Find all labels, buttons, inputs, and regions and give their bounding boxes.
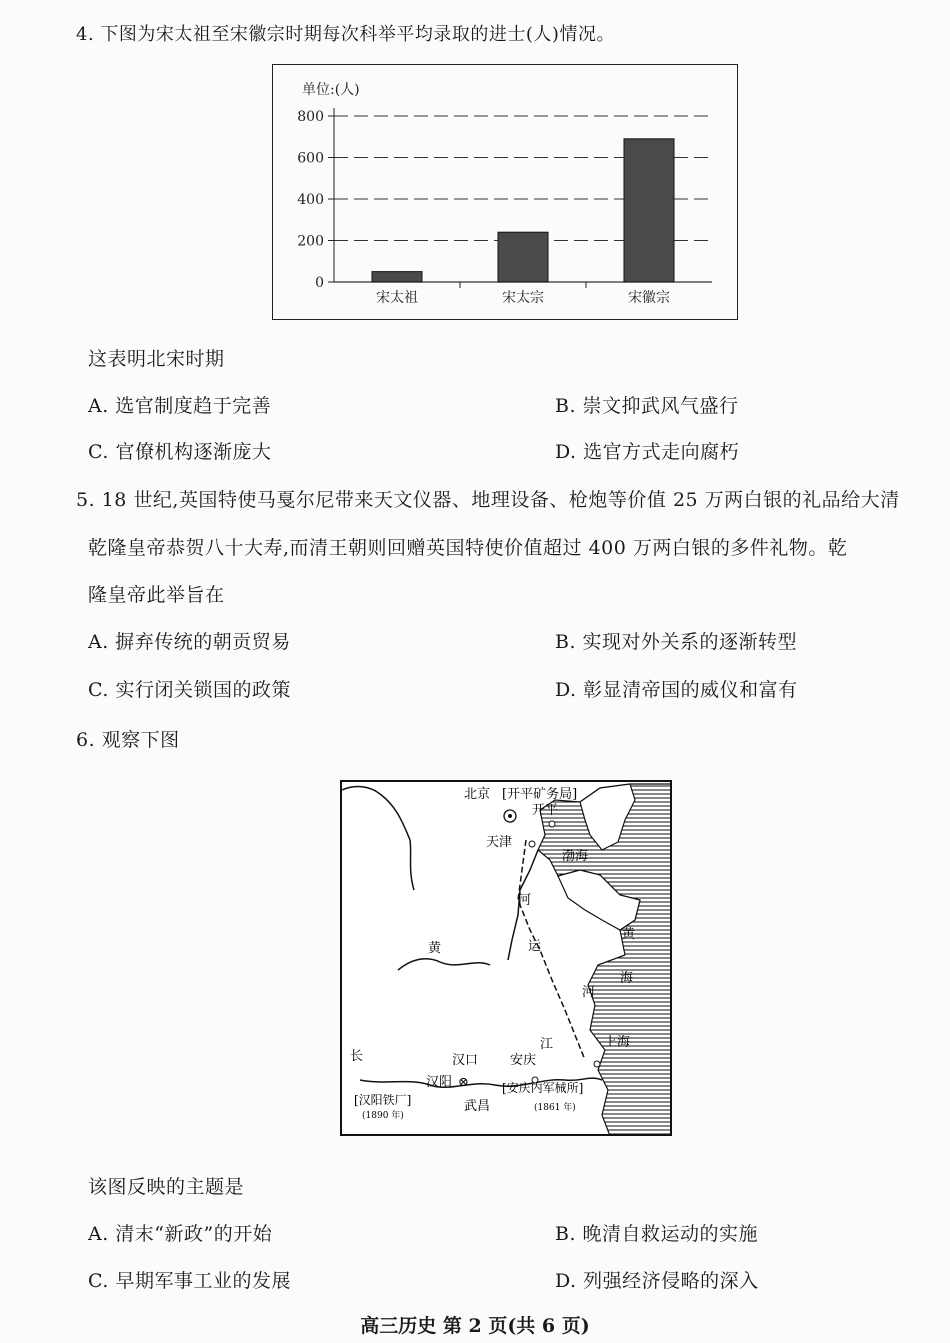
chart-xtick-label: 宋太宗: [502, 290, 544, 306]
map-label-hanyang: 汉阳: [426, 1075, 453, 1090]
q5-option-a[interactable]: A. 摒弃传统的朝贡贸易: [88, 631, 291, 653]
chart-bar-1: [372, 272, 422, 282]
map-label-anqing: 安庆: [510, 1053, 537, 1068]
map-label-huang: 黄: [428, 941, 442, 956]
map-label-yun: 运: [528, 939, 542, 954]
map-label-huang-sea: 黄: [622, 927, 636, 942]
map-label-bohai: 渤海: [562, 849, 589, 864]
chart-ytick-label: 600: [297, 150, 324, 167]
q6-option-b[interactable]: B. 晚清自救运动的实施: [555, 1223, 759, 1245]
q4-option-b[interactable]: B. 崇文抑武风气盛行: [555, 395, 739, 417]
q4-lead: 这表明北宋时期: [88, 348, 225, 370]
q5-option-d[interactable]: D. 彰显清帝国的威仪和富有: [555, 679, 798, 701]
map-figure: [340, 780, 672, 1136]
map-label-he1: 河: [518, 893, 532, 908]
map-label-he2: 河: [582, 985, 596, 1000]
q6-lead: 该图反映的主题是: [88, 1176, 245, 1198]
map-label-beijing: 北京: [464, 787, 491, 802]
chart-ytick-label: 0: [315, 275, 324, 291]
map-label-anqing-arsenal: [安庆内军械所]: [502, 1081, 584, 1095]
tianjin-marker: [529, 841, 535, 847]
chart-ytick-label: 400: [297, 192, 324, 208]
map-label-kaiping: 开平: [532, 803, 559, 818]
bar-chart: [272, 64, 738, 320]
q5-stem-line2: 乾隆皇帝恭贺八十大寿,而清王朝则回赠英国特使价值超过 400 万两白银的多件礼物。乾: [88, 537, 848, 559]
q6-option-d[interactable]: D. 列强经济侵略的深入: [555, 1270, 759, 1292]
chart-x-ticks: [376, 282, 670, 306]
map-label-hankou: 汉口: [452, 1053, 479, 1068]
map-label-chang: 长: [350, 1049, 364, 1064]
q6-option-a[interactable]: A. 清末“新政”的开始: [88, 1223, 273, 1245]
q5-option-c[interactable]: C. 实行闭关锁国的政策: [88, 679, 291, 701]
map-label-wuchang: 武昌: [464, 1099, 491, 1114]
chart-ytick-label: 800: [297, 109, 324, 125]
page-footer: 高三历史 第 2 页(共 6 页): [360, 1315, 590, 1337]
chart-y-ticks: [297, 108, 334, 291]
q6-option-c[interactable]: C. 早期军事工业的发展: [88, 1270, 291, 1292]
map-label-hai: 海: [620, 971, 634, 986]
kaiping-marker: [549, 821, 555, 827]
chart-ylabel: 单位:(人): [302, 82, 360, 98]
map-label-anqing-year: (1861 年): [534, 1103, 576, 1113]
map-label-hanyang-works: [汉阳铁厂]: [354, 1093, 412, 1107]
wuhan-symbol: ⊗: [458, 1075, 469, 1090]
q4-option-a[interactable]: A. 选官制度趋于完善: [88, 395, 272, 417]
chart-bars: [372, 139, 674, 282]
q6-stem: 6. 观察下图: [76, 729, 180, 751]
map-label-jiang: 江: [540, 1037, 554, 1052]
q4-stem: 4. 下图为宋太祖至宋徽宗时期每次科举平均录取的进士(人)情况。: [76, 24, 615, 45]
chart-bar-3: [624, 139, 674, 282]
q5-option-b[interactable]: B. 实现对外关系的逐渐转型: [555, 631, 798, 653]
map-label-hanyang-year: (1890 年): [362, 1111, 404, 1121]
chart-xtick-label: 宋徽宗: [628, 290, 670, 306]
chart-bar-2: [498, 232, 548, 282]
q4-option-d[interactable]: D. 选官方式走向腐朽: [555, 441, 740, 463]
map-label-tianjin: 天津: [486, 835, 513, 850]
chart-xtick-label: 宋太祖: [376, 290, 418, 306]
q4-option-c[interactable]: C. 官僚机构逐渐庞大: [88, 441, 272, 463]
shanghai-marker: [594, 1061, 600, 1067]
map-label-shanghai: 上海: [604, 1035, 631, 1050]
q5-stem-line3: 隆皇帝此举旨在: [88, 584, 225, 606]
q5-stem-line1: 5. 18 世纪,英国特使马戛尔尼带来天文仪器、地理设备、枪炮等价值 25 万两白银的礼品给大清: [76, 489, 900, 511]
chart-ytick-label: 200: [297, 233, 324, 250]
map-label-kaiping-bureau: [开平矿务局]: [502, 787, 578, 802]
